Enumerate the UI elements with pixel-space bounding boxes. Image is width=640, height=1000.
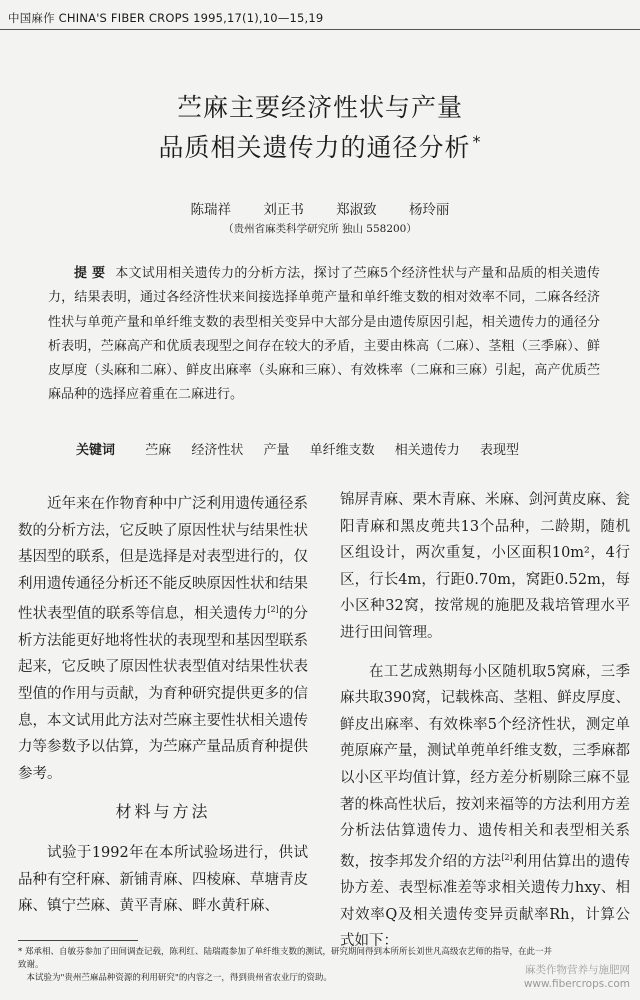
- abstract: [48, 262, 600, 408]
- intro-paragraph: [18, 491, 308, 787]
- body-column-left: [18, 491, 308, 920]
- author: 陈瑞祥: [190, 202, 232, 218]
- methods-paragraph-cont: 锦屏青麻、栗木青麻、米麻、剑河黄皮麻、瓮阳青麻和黑皮蔸共13个品种，二龄期，随机区组设计，两次重复，小区面积10m²，4行区，行长4m，行距0.70m，窝距0.52m，每小区种32窝，按常规的施肥及栽培管理水平进行田间管理。: [340, 492, 630, 641]
- section-heading: 材料与方法: [115, 802, 211, 822]
- body-column-right: [340, 487, 630, 955]
- watermark-line: 麻类作物营养与施肥网: [525, 964, 630, 976]
- author: 杨玲丽: [408, 202, 450, 218]
- methods-text-cont: 利用估算出的遗传协方差、表型标准差等求相关遗传力hxy、相对效率Q及相关遗传变异贡献率Rh，计算公式如下：: [340, 853, 631, 950]
- paper-title-line2-text: 品质相关遗传力的通径分析: [158, 133, 471, 162]
- paper-title-line2: [0, 128, 640, 164]
- author: 刘正书: [263, 202, 304, 218]
- keywords: [76, 439, 519, 458]
- footnote-line: 本试验为"贵州苎麻品种资源的利用研究"的内容之一，得到贵州省农业厅的资助。: [26, 973, 332, 983]
- keyword: 单纤维支数: [309, 443, 375, 458]
- authors: [0, 198, 640, 218]
- footnote-rule: [18, 940, 138, 941]
- keyword: 经济性状: [191, 443, 244, 458]
- intro-text: 近年来在作物育种中广泛利用遗传通径系数的分析方法，它反映了原因性状与结果性状基因型的联系，但是选择是对表型进行的，仅利用遗传通径分析还不能反映原因性状和结果性状表型值的联系等信息，相关遗传力: [18, 496, 308, 623]
- keyword: 产量: [263, 443, 290, 458]
- affiliation: （贵州省麻类科学研究所 独山 558200）: [223, 223, 417, 235]
- journal-header: 中国麻作 CHINA'S FIBER CROPS 1995,17(1),10—15,19: [8, 11, 324, 25]
- footnote: [18, 946, 558, 985]
- methods-paragraph-2: [340, 659, 630, 955]
- keywords-label: 关键词: [76, 443, 116, 458]
- methods-paragraph: 试验于1992年在本所试验场进行，供试品种有空秆麻、新铺青麻、四棱麻、草塘青皮麻、镇宁苎麻、黄平青麻、畔水黄秆麻、: [18, 844, 308, 915]
- footnote-line: * 郑承相、自敏芬参加了田间调查记载，陈利红、陆瑞霞参加了单纤维支数的测试，研究期间得到本所所长刘世凡高级农艺师的指导，在此一并致谢。: [18, 947, 552, 970]
- abstract-text: 本文试用相关遗传力的分析方法，探讨了苎麻5个经济性状与产量和品质的相关遗传力，结果表明，通过各经济性状来间接选择单蔸产量和单纤维支数的相对效率不同，二麻各经济性状与单蔸产量和单纤维支数的表型相关变异中大部分是由遗传原因引起，相关遗传力的通径分析表明，苎麻高产和优质表现型之间存在较大的矛盾，主要由株高（二麻）、茎粗（三季麻）、鲜皮厚度（头麻和二麻）、鲜皮出麻率（头麻和三麻）、有效株率（二麻和三麻）引起，高产优质苎麻品种的选择应着重在二麻进行。: [48, 266, 600, 403]
- watermark-url: www.fibercrops.com: [523, 978, 630, 990]
- watermark: [524, 963, 630, 991]
- keyword: 相关遗传力: [394, 443, 460, 458]
- abstract-label: 提 要: [74, 266, 106, 281]
- methods-text: 在工艺成熟期每小区随机取5窝麻，三季麻共取390窝，记载株高、茎粗、鲜皮厚度、鲜皮出麻率、有效株率5个经济性状，测定单蔸原麻产量，测试单蔸单纤维支数，三季麻都以小区平均值计算，经方差分析剔除三麻不显著的株高性状后，按刘来福等的方法利用方差分析法估算遗传力、遗传相关和表型相关系数，按李邦发介绍的方法: [340, 663, 630, 870]
- intro-text-cont: 的分析方法能更好地将性状的表现型和基因型联系起来，它反映了原因性状表型值对结果性状表型值的作用与贡献，为育种研究提供更多的信息，本文试用此方法对苎麻主要性状相关遗传力等参数予以估算，为苎麻产量品质育种提供参考。: [18, 606, 309, 782]
- author: 郑淑致: [336, 202, 377, 218]
- keyword: 表现型: [479, 443, 519, 458]
- keyword: 苎麻: [145, 443, 172, 458]
- footnote-mark: *: [472, 131, 482, 151]
- paper-title-line1: 苎麻主要经济性状与产量: [176, 93, 463, 122]
- citation: [2]: [501, 852, 513, 862]
- citation: [2]: [267, 605, 279, 615]
- header-rule: [0, 29, 640, 30]
